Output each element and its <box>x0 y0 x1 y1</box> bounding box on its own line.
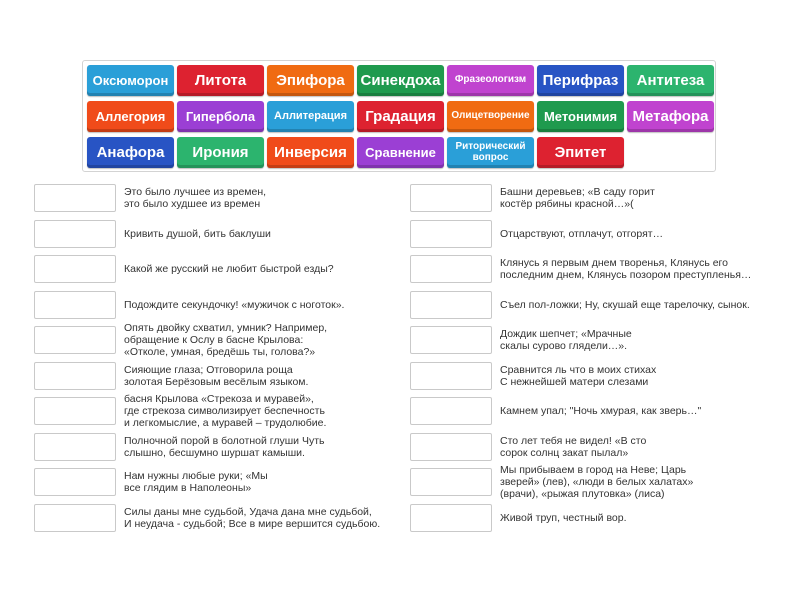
drop-zone-right-4[interactable] <box>410 291 492 319</box>
drop-zone-right-8[interactable] <box>410 433 492 461</box>
drop-zone-left-3[interactable] <box>34 255 116 283</box>
tile-metaphor[interactable]: Метафора <box>627 101 714 132</box>
tile-antithesis[interactable]: Антитеза <box>627 65 714 96</box>
clue-text-left-4: Подождите секундочку! «мужичок с ноготок». <box>124 299 345 311</box>
drop-zone-left-2[interactable] <box>34 220 116 248</box>
clue-text-right-5: Дождик шепчет; «Мрачные скалы сурово глядели…». <box>500 328 632 352</box>
drop-zone-right-6[interactable] <box>410 362 492 390</box>
tile-hyperbole[interactable]: Гипербола <box>177 101 264 132</box>
tile-gradation[interactable]: Градация <box>357 101 444 132</box>
drop-zone-left-1[interactable] <box>34 184 116 212</box>
clue-text-left-6: Сияющие глаза; Отговорила роща золотая Берёзовым весёлым языком. <box>124 364 309 388</box>
tile-rhetorical-question[interactable]: Риторический вопрос <box>447 137 534 168</box>
tile-alliteration[interactable]: Аллитерация <box>267 101 354 132</box>
word-bank <box>82 60 716 172</box>
drop-zone-left-7[interactable] <box>34 397 116 425</box>
drop-zone-right-1[interactable] <box>410 184 492 212</box>
clue-text-left-7: басня Крылова «Стрекоза и муравей», где стрекоза символизирует беспечность и легкомыслие, а муравей – трудолюбие. <box>124 393 327 429</box>
tile-epiphora[interactable]: Эпифора <box>267 65 354 96</box>
drop-zone-left-10[interactable] <box>34 504 116 532</box>
drop-zone-left-8[interactable] <box>34 433 116 461</box>
drop-zone-right-3[interactable] <box>410 255 492 283</box>
drop-zone-left-9[interactable] <box>34 468 116 496</box>
drop-zone-right-5[interactable] <box>410 326 492 354</box>
clue-text-right-1: Башни деревьев; «В саду горит костёр рябины красной…»( <box>500 186 655 210</box>
tile-inversion[interactable]: Инверсия <box>267 137 354 168</box>
tile-epithet[interactable]: Эпитет <box>537 137 624 168</box>
tile-metonymy[interactable]: Метонимия <box>537 101 624 132</box>
clue-text-right-8: Сто лет тебя не видел! «В сто сорок солнц закат пылал» <box>500 435 647 459</box>
clue-text-right-4: Съел пол-ложки; Ну, скушай еще тарелочку, сынок. <box>500 299 750 311</box>
tile-synecdoche[interactable]: Синекдоха <box>357 65 444 96</box>
tile-periphrasis[interactable]: Перифраз <box>537 65 624 96</box>
drop-zone-right-7[interactable] <box>410 397 492 425</box>
drop-zone-left-5[interactable] <box>34 326 116 354</box>
tile-anaphora[interactable]: Анафора <box>87 137 174 168</box>
tile-oxymoron[interactable]: Оксюморон <box>87 65 174 96</box>
clue-text-left-1: Это было лучшее из времен, это было худшее из времен <box>124 186 267 210</box>
drop-zone-right-10[interactable] <box>410 504 492 532</box>
tile-personification[interactable]: Олицетворение <box>447 101 534 132</box>
drop-zone-right-9[interactable] <box>410 468 492 496</box>
clue-text-left-8: Полночной порой в болотной глуши Чуть слышно, бесшумно шуршат камыши. <box>124 435 325 459</box>
clue-text-left-5: Опять двойку схватил, умник? Например, обращение к Ослу в басне Крылова: «Отколе, умная, бредёшь ты, голова?» <box>124 322 328 358</box>
drop-zone-left-6[interactable] <box>34 362 116 390</box>
tile-phraseologism[interactable]: Фразеологизм <box>447 65 534 96</box>
clue-text-right-7: Камнем упал; "Ночь хмурая, как зверь…" <box>500 405 702 417</box>
tile-irony[interactable]: Ирония <box>177 137 264 168</box>
clue-text-left-2: Кривить душой, бить баклуши <box>124 228 271 240</box>
clue-text-left-9: Нам нужны любые руки; «Мы все глядим в Наполеоны» <box>124 470 268 494</box>
clue-text-right-2: Отцарствуют, отплачут, отгорят… <box>500 228 664 240</box>
tile-allegory[interactable]: Аллегория <box>87 101 174 132</box>
clue-text-right-10: Живой труп, честный вор. <box>500 512 627 524</box>
clue-text-right-6: Сравнится ль что в моих стихах С нежнейшей матери слезами <box>500 364 657 388</box>
drop-zone-left-4[interactable] <box>34 291 116 319</box>
tile-comparison[interactable]: Сравнение <box>357 137 444 168</box>
clue-text-left-10: Силы даны мне судьбой, Удача дана мне судьбой, И неудача - судьбой; Все в мире вершится судьбою. <box>124 506 381 530</box>
drop-zone-right-2[interactable] <box>410 220 492 248</box>
tile-litota[interactable]: Литота <box>177 65 264 96</box>
clue-text-right-3: Клянусь я первым днем творенья, Клянусь его последним днем, Клянусь позором преступленья… <box>500 257 752 281</box>
clue-text-right-9: Мы прибываем в город на Неве; Царь зверей» (лев), «люди в белых халатах» (врачи), «рыжая плутовка» (лиса) <box>500 464 694 500</box>
clue-text-left-3: Какой же русский не любит быстрой езды? <box>124 263 334 275</box>
